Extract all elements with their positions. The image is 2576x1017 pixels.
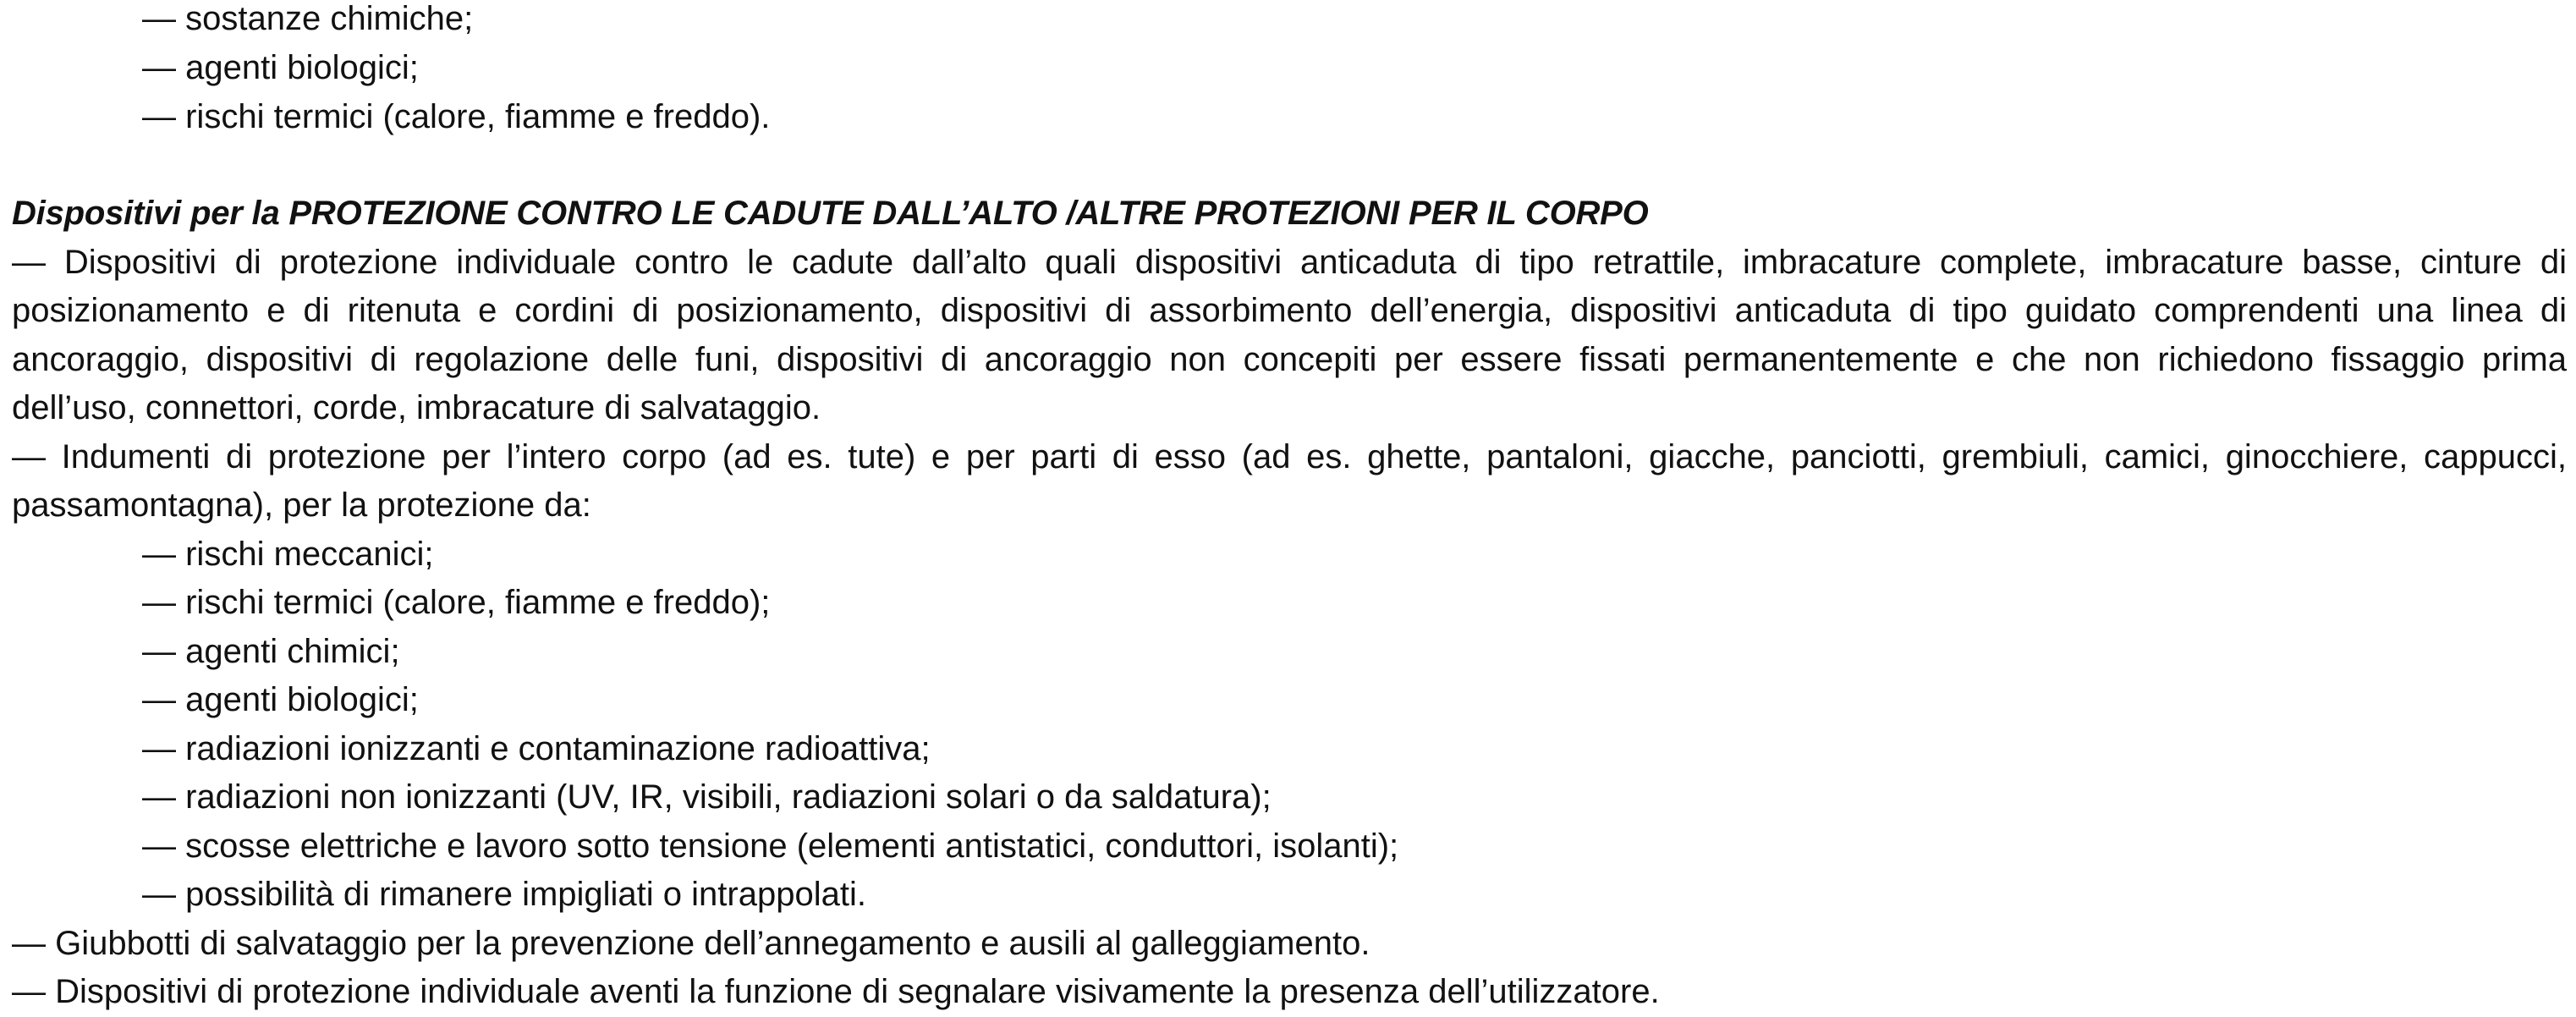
list-item: — agenti biologici; (142, 681, 419, 718)
list-item: — possibilità di rimanere impigliati o intrappolati. (142, 876, 866, 913)
paragraph-line: dell’uso, connettori, corde, imbracature di salvataggio. (12, 389, 821, 426)
section-heading: Dispositivi per la PROTEZIONE CONTRO LE CADUTE DALL’ALTO /ALTRE PROTEZIONI PER IL CORPO (12, 195, 1649, 232)
list-item: — agenti biologici; (142, 49, 419, 86)
paragraph-line: — Indumenti di protezione per l’intero corpo (ad es. tute) e per parti di esso (ad es. ghette, pantaloni, giacche, panciotti, grembiuli, camici, ginocchiere, cappucci, (12, 438, 2567, 476)
list-item: — radiazioni non ionizzanti (UV, IR, visibili, radiazioni solari o da saldatura); (142, 778, 1272, 816)
paragraph-line: ancoraggio, dispositivi di regolazione delle funi, dispositivi di ancoraggio non concepiti per essere fissati permanentemente e che non richiedono fissaggio prima (12, 341, 2567, 378)
list-item: — rischi termici (calore, fiamme e freddo); (142, 584, 771, 621)
list-item: — sostanze chimiche; (142, 0, 474, 37)
paragraph-line: passamontagna), per la protezione da: (12, 487, 591, 524)
list-item: — scosse elettriche e lavoro sotto tensione (elementi antistatici, conduttori, isolanti); (142, 827, 1399, 865)
list-item: — radiazioni ionizzanti e contaminazione radioattiva; (142, 730, 931, 767)
paragraph-line: — Giubbotti di salvataggio per la prevenzione dell’annegamento e ausili al galleggiamento. (12, 925, 1370, 962)
list-item: — agenti chimici; (142, 633, 400, 670)
paragraph-line: posizionamento e di ritenuta e cordini di posizionamento, dispositivi di assorbimento dell’energia, dispositivi anticaduta di tipo guidato comprendenti una linea di (12, 292, 2567, 329)
list-item: — rischi termici (calore, fiamme e freddo). (142, 98, 771, 135)
list-item: — rischi meccanici; (142, 536, 434, 573)
paragraph-line: — Dispositivi di protezione individuale contro le cadute dall’alto quali dispositivi anticaduta di tipo retrattile, imbracature complete, imbracature basse, cinture di (12, 244, 2567, 281)
paragraph-line: — Dispositivi di protezione individuale aventi la funzione di segnalare visivamente la presenza dell’utilizzatore. (12, 973, 1660, 1010)
